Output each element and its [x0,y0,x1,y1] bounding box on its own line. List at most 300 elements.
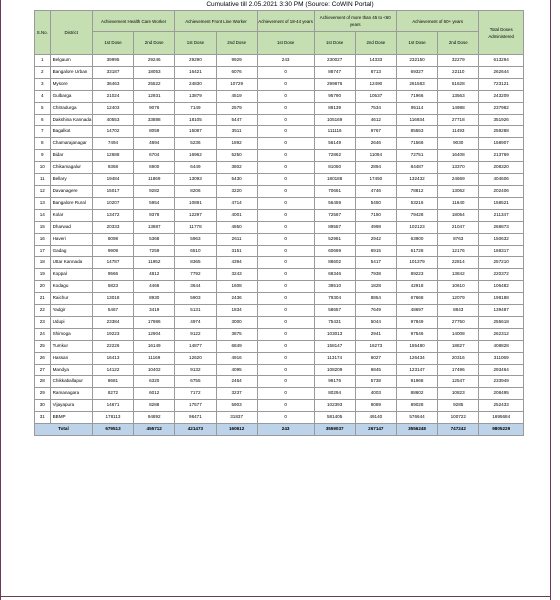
cell-hcw2: 12904 [134,328,175,340]
table-row [35,174,524,186]
cell-flw2: 4519 [216,90,257,102]
cell-sno: 6 [35,114,51,126]
cell-hcw2: 8059 [134,126,175,138]
cell-a45_2: 11094 [355,150,396,162]
cell-a45_2: 49140 [355,412,396,424]
table-row [35,245,524,257]
cell-flw2: 3802 [216,162,257,174]
cell-total: 723121 [479,78,524,90]
cell-a60_2: 24669 [438,174,479,186]
cell-hcw2: 11869 [134,174,175,186]
cell-total: 1695684 [479,412,524,424]
header-45-dose1: 1st Dose [314,32,355,55]
table-row [35,90,524,102]
table-row [35,293,524,305]
cell-flw2: 5903 [216,400,257,412]
table-row [35,102,524,114]
cell-a45_1: 58657 [314,305,355,317]
header-18-44-dose1: 1st Dose [257,32,314,55]
cell-flw2: 5250 [216,150,257,162]
header-45-dose2: 2nd Dose [355,32,396,55]
cell-a60_2: 10823 [438,388,479,400]
cell-district: Davanagere [50,185,92,197]
cell-flw2: 4095 [216,364,257,376]
cell-a45_1: 80294 [314,388,355,400]
cell-flw1: 10891 [175,197,216,209]
table-row [35,269,524,281]
cell-a60_1: 126434 [396,352,437,364]
header-total-doses: Total Doses Administered [479,11,524,55]
total-45-dose1: 3559037 [314,424,355,436]
cell-a60_1: 97546 [396,328,437,340]
cell-district: Bangalore Urban [50,66,92,78]
cell-hcw2: 13887 [134,221,175,233]
cell-a45_2: 7938 [355,269,396,281]
cell-a18: 0 [257,221,314,233]
cell-a45_1: 39510 [314,281,355,293]
cell-a45_2: 4998 [355,221,396,233]
cell-flw1: 12297 [175,209,216,221]
cell-a45_2: 5044 [355,316,396,328]
cell-a45_2: 8854 [355,293,396,305]
cell-a18: 0 [257,185,314,197]
cell-sno: 19 [35,269,51,281]
total-label: Total [35,424,93,436]
total-doses: 9805229 [479,424,524,436]
table-row [35,185,524,197]
cell-hcw2: 94892 [134,412,175,424]
header-sno: S.No. [35,11,51,55]
cell-hcw2: 9282 [134,185,175,197]
cell-sno: 29 [35,388,51,400]
cell-a60_1: 71966 [396,90,437,102]
cell-a45_1: 102393 [314,400,355,412]
cell-hcw2: 9076 [134,102,175,114]
cell-a18: 0 [257,352,314,364]
cell-a60_1: 576644 [396,412,437,424]
cell-a60_2: 14008 [438,328,479,340]
cell-flw1: 3644 [175,281,216,293]
cell-district: Bidar [50,150,92,162]
cell-a45_2: 8713 [355,66,396,78]
cell-hcw1: 8272 [92,388,133,400]
table-row [35,66,524,78]
cell-hcw1: 5823 [92,281,133,293]
cell-flw1: 12620 [175,352,216,364]
cell-a45_2: 4003 [355,388,396,400]
cell-total: 211347 [479,209,524,221]
cell-flw1: 8206 [175,185,216,197]
cell-hcw1: 5467 [92,305,133,317]
cell-flw1: 6755 [175,376,216,388]
cell-sno: 16 [35,233,51,245]
cell-hcw2: 6012 [134,388,175,400]
cell-a60_1: 67668 [396,293,437,305]
page-border-right [550,0,551,600]
cell-a60_2: 22110 [438,66,479,78]
cell-flw1: 18105 [175,114,216,126]
cell-flw2: 4850 [216,221,257,233]
header-60-dose1: 1st Dose [396,32,437,55]
cell-flw1: 13093 [175,174,216,186]
table-row [35,209,524,221]
cell-total: 404606 [479,174,524,186]
cell-hcw1: 7494 [92,138,133,150]
cell-a45_2: 9767 [355,126,396,138]
cell-hcw1: 9566 [92,269,133,281]
cell-a60_2: 14988 [438,102,479,114]
cell-hcw2: 18053 [134,66,175,78]
cell-a45_2: 5450 [355,197,396,209]
cell-district: Belgaum [50,55,92,67]
cell-a60_2: 8763 [438,233,479,245]
cell-district: Haveri [50,233,92,245]
header-flw-dose1: 1st Dose [175,32,216,55]
cell-a60_2: 11493 [438,126,479,138]
cell-hcw1: 14702 [92,126,133,138]
cell-a18: 0 [257,102,314,114]
cell-a60_1: 132432 [396,174,437,186]
cell-flw2: 3243 [216,269,257,281]
cell-flw2: 1892 [216,138,257,150]
cell-a45_2: 6027 [355,352,396,364]
cell-hcw2: 12931 [134,90,175,102]
cell-hcw1: 33187 [92,66,133,78]
cell-flw2: 3875 [216,328,257,340]
cell-flw2: 10729 [216,78,257,90]
cell-total: 311069 [479,352,524,364]
cell-hcw1: 12403 [92,102,133,114]
cell-a60_2: 16408 [438,150,479,162]
cell-flw1: 7792 [175,269,216,281]
cell-sno: 1 [35,55,51,67]
cell-district: Udupi [50,316,92,328]
cell-flw1: 15087 [175,126,216,138]
cell-a60_2: 10610 [438,281,479,293]
table-row [35,328,524,340]
cell-a60_2: 18827 [438,340,479,352]
cell-a60_1: 63900 [396,233,437,245]
cell-district: Shimoga [50,328,92,340]
cell-total: 220372 [479,269,524,281]
cell-a45_1: 105169 [314,114,355,126]
table-row [35,114,524,126]
cell-a60_2: 51628 [438,78,479,90]
cell-flw2: 3511 [216,126,257,138]
cell-flw1: 98471 [175,412,216,424]
cell-hcw1: 13472 [92,209,133,221]
total-flw-dose1: 421473 [175,424,216,436]
cell-a45_2: 7649 [355,305,396,317]
cell-a45_1: 52981 [314,233,355,245]
cell-flw2: 4916 [216,352,257,364]
cell-a60_1: 116934 [396,114,437,126]
total-45-dose2: 267147 [355,424,396,436]
page-border-left [0,0,1,600]
cell-hcw2: 11169 [134,352,175,364]
cell-sno: 15 [35,221,51,233]
cell-total: 158521 [479,197,524,209]
cell-a45_1: 79304 [314,293,355,305]
header-hcw-dose1: 1st Dose [92,32,133,55]
cell-a60_1: 95114 [396,102,437,114]
cell-a18: 0 [257,245,314,257]
cell-hcw1: 36463 [92,78,133,90]
cell-a45_1: 70661 [314,185,355,197]
cell-a60_1: 88602 [396,388,437,400]
cell-a18: 0 [257,174,314,186]
cell-a18: 0 [257,162,314,174]
cell-flw1: 6510 [175,245,216,257]
cell-flw1: 14877 [175,340,216,352]
cell-a18: 0 [257,328,314,340]
cell-flw2: 1608 [216,281,257,293]
cell-hcw1: 20333 [92,221,133,233]
cell-a60_1: 123147 [396,364,437,376]
cell-a45_1: 56459 [314,197,355,209]
cell-sno: 24 [35,328,51,340]
total-flw-dose2: 160612 [216,424,257,436]
table-row [35,150,524,162]
cell-a60_1: 89028 [396,400,437,412]
cell-a45_1: 88747 [314,66,355,78]
cell-flw1: 6449 [175,162,216,174]
cell-sno: 14 [35,209,51,221]
cell-district: Yadgir [50,305,92,317]
cell-flw1: 5131 [175,305,216,317]
cell-a60_2: 13062 [438,185,479,197]
cell-total: 408828 [479,340,524,352]
cell-a18: 0 [257,126,314,138]
cell-hcw2: 5954 [134,197,175,209]
cell-flw1: 4974 [175,316,216,328]
cell-flw2: 9929 [216,55,257,67]
cell-a60_1: 61728 [396,245,437,257]
cell-a60_2: 12079 [438,293,479,305]
cell-a45_1: 72862 [314,150,355,162]
table-row [35,162,524,174]
cell-hcw2: 6900 [134,162,175,174]
cell-sno: 23 [35,316,51,328]
cell-total: 158907 [479,138,524,150]
table-row [35,340,524,352]
cell-hcw1: 21024 [92,90,133,102]
cell-total: 268873 [479,221,524,233]
cell-total: 208320 [479,162,524,174]
table-row [35,233,524,245]
cell-flw1: 24830 [175,78,216,90]
cell-a60_1: 89223 [396,269,437,281]
cell-hcw2: 29246 [134,55,175,67]
cell-district: Bagalkot [50,126,92,138]
cell-flw2: 3220 [216,185,257,197]
cell-sno: 9 [35,150,51,162]
cell-flw2: 3237 [216,388,257,400]
cell-a45_2: 4612 [355,114,396,126]
cell-hcw2: 5368 [134,233,175,245]
cell-total: 213769 [479,150,524,162]
cell-sno: 31 [35,412,51,424]
cell-a45_1: 99176 [314,376,355,388]
cell-sno: 2 [35,66,51,78]
cell-total: 255618 [479,316,524,328]
cell-a45_1: 89139 [314,102,355,114]
cell-total: 106482 [479,281,524,293]
cell-a45_1: 68346 [314,269,355,281]
table-row [35,138,524,150]
cell-hcw2: 8930 [134,293,175,305]
cell-total: 198188 [479,293,524,305]
cell-hcw2: 25522 [134,78,175,90]
cell-hcw1: 10207 [92,197,133,209]
cell-sno: 3 [35,78,51,90]
cell-total: 168317 [479,245,524,257]
cell-sno: 20 [35,281,51,293]
cell-hcw2: 6320 [134,376,175,388]
cell-flw1: 5903 [175,293,216,305]
cell-a45_1: 56149 [314,138,355,150]
cell-a60_1: 102123 [396,221,437,233]
cell-hcw2: 17986 [134,316,175,328]
cell-hcw1: 19223 [92,328,133,340]
cell-hcw2: 33888 [134,114,175,126]
cell-district: Gadag [50,245,92,257]
cell-hcw1: 13018 [92,293,133,305]
cell-a60_2: 13370 [438,162,479,174]
cell-a60_2: 22814 [438,257,479,269]
table-row [35,400,524,412]
table-row [35,257,524,269]
cell-a18: 0 [257,376,314,388]
cell-a45_2: 7534 [355,102,396,114]
cell-a45_2: 16273 [355,340,396,352]
cell-flw1: 9132 [175,364,216,376]
table-body [35,55,524,436]
cell-flw1: 13879 [175,90,216,102]
cell-district: Chamarajanagar [50,138,92,150]
cell-flw2: 4394 [216,257,257,269]
cell-sno: 26 [35,352,51,364]
cell-a45_1: 95790 [314,90,355,102]
cell-total: 208495 [479,388,524,400]
cell-hcw1: 8098 [92,233,133,245]
cell-district: Kodagu [50,281,92,293]
table-row [35,352,524,364]
vaccination-table [34,10,524,436]
cell-a60_1: 69327 [396,66,437,78]
cell-a60_1: 71566 [396,138,437,150]
cell-sno: 4 [35,90,51,102]
cell-total: 262312 [479,328,524,340]
cell-flw1: 7172 [175,388,216,400]
cell-hcw1: 22226 [92,340,133,352]
cell-hcw2: 9378 [134,209,175,221]
cell-hcw1: 19484 [92,174,133,186]
cell-total: 233949 [479,376,524,388]
cell-a45_1: 113174 [314,352,355,364]
cell-a18: 0 [257,305,314,317]
cell-a60_1: 78812 [396,185,437,197]
table-row [35,126,524,138]
cell-a18: 0 [257,293,314,305]
cell-a60_1: 155480 [396,340,437,352]
cell-flw2: 3151 [216,245,257,257]
cell-a60_1: 79428 [396,209,437,221]
total-60-dose1: 3556248 [396,424,437,436]
cell-district: Vijayapura [50,400,92,412]
cell-a60_2: 17496 [438,364,479,376]
cell-total: 150632 [479,233,524,245]
cell-district: Chitradurga [50,102,92,114]
cell-flw1: 5236 [175,138,216,150]
cell-sno: 21 [35,293,51,305]
cell-total: 237982 [479,102,524,114]
cell-a45_1: 75431 [314,316,355,328]
cell-sno: 5 [35,102,51,114]
header-60-dose2: 2nd Dose [438,32,479,55]
cell-hcw1: 14787 [92,257,133,269]
cell-a60_2: 100722 [438,412,479,424]
cell-sno: 22 [35,305,51,317]
cell-a18: 0 [257,364,314,376]
cell-sno: 11 [35,174,51,186]
cell-flw2: 5447 [216,114,257,126]
cell-district: Kolar [50,209,92,221]
cell-district: Uttar Kannada [50,257,92,269]
cell-a45_1: 60669 [314,245,355,257]
cell-a60_1: 42918 [396,281,437,293]
cell-a45_2: 10537 [355,90,396,102]
cell-flw1: 17577 [175,400,216,412]
cell-a45_1: 158147 [314,340,355,352]
cell-a60_1: 53216 [396,197,437,209]
cell-district: Mandya [50,364,92,376]
cell-a60_2: 12547 [438,376,479,388]
table-row [35,305,524,317]
cell-hcw2: 16149 [134,340,175,352]
cell-a45_2: 5738 [355,376,396,388]
cell-a60_2: 21047 [438,221,479,233]
cell-total: 351926 [479,114,524,126]
table-caption: Cumulative till 2.05.2021 3:30 PM (Source: CoWIN Portal) [206,1,374,8]
cell-district: Raichur [50,293,92,305]
cell-a60_2: 20316 [438,352,479,364]
cell-a18: 0 [257,269,314,281]
cell-flw1: 11778 [175,221,216,233]
cell-a60_2: 13842 [438,269,479,281]
cell-district: Hassan [50,352,92,364]
cell-a18: 0 [257,78,314,90]
cell-hcw1: 23384 [92,316,133,328]
cell-a45_2: 17450 [355,174,396,186]
cell-hcw1: 16413 [92,352,133,364]
cell-total: 257210 [479,257,524,269]
cell-a18: 0 [257,209,314,221]
cell-a45_2: 6915 [355,245,396,257]
cell-a60_1: 101379 [396,257,437,269]
cell-hcw2: 8288 [134,400,175,412]
cell-a45_1: 81050 [314,162,355,174]
cell-hcw2: 4812 [134,269,175,281]
table-row [35,388,524,400]
cell-hcw1: 40553 [92,114,133,126]
cell-a45_2: 2942 [355,233,396,245]
cell-a60_2: 27750 [438,316,479,328]
cell-hcw1: 9909 [92,245,133,257]
cell-a60_2: 32279 [438,55,479,67]
cell-hcw2: 4466 [134,281,175,293]
cell-a60_1: 97849 [396,316,437,328]
